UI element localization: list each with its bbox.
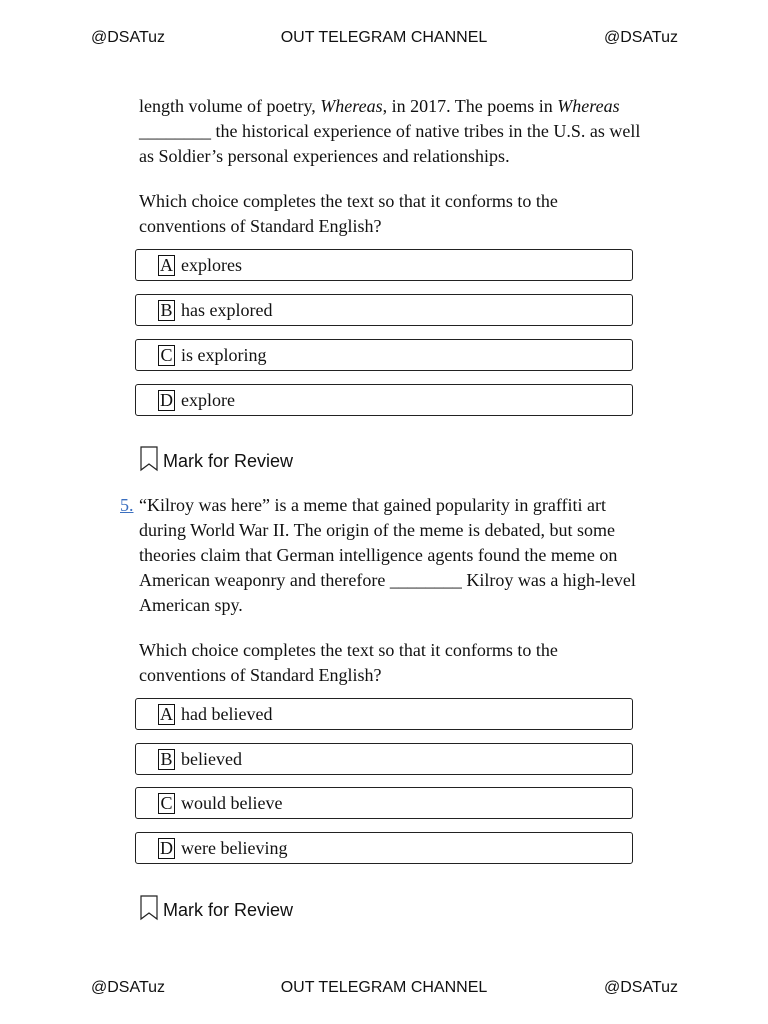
q5-option-c[interactable] xyxy=(135,787,633,819)
q5-option-d-text: were believing xyxy=(181,838,288,858)
q5-number-link[interactable]: 5. xyxy=(120,495,134,515)
q5-passage-line-5: American spy. xyxy=(139,595,243,615)
q4-option-d-letter: D xyxy=(160,390,173,410)
q4-prompt xyxy=(139,189,679,239)
q5-prompt xyxy=(139,638,679,688)
q5-option-d[interactable] xyxy=(135,832,633,864)
q5-option-a[interactable] xyxy=(135,698,633,730)
q5-option-b[interactable] xyxy=(135,743,633,775)
q4-option-c-text: is exploring xyxy=(181,345,267,365)
q4-option-b-text: has explored xyxy=(181,300,273,320)
q5-passage-line-2: during World War II. The origin of the meme is debated, but some xyxy=(139,520,615,540)
q5-prompt-line-2: conventions of Standard English? xyxy=(139,665,382,685)
q5-prompt-line-1: Which choice completes the text so that it conforms to the xyxy=(139,640,558,660)
header-left-handle: @DSATuz xyxy=(91,29,166,46)
q5-option-d-letter: D xyxy=(160,838,173,858)
q4-passage-line-3: as Soldier’s personal experiences and relationships. xyxy=(139,146,510,166)
q4-option-d-text: explore xyxy=(181,390,235,410)
q5-mark-for-review-label: Mark for Review xyxy=(163,900,294,920)
q5-passage-line-3: theories claim that German intelligence agents found the meme on xyxy=(139,545,618,565)
q4-option-a[interactable] xyxy=(135,249,633,281)
q5-passage xyxy=(139,493,679,618)
q5-option-c-text: would believe xyxy=(181,793,283,813)
bookmark-icon xyxy=(139,895,159,921)
q4-option-c-letter: C xyxy=(158,345,175,366)
q4-option-d[interactable] xyxy=(135,384,633,416)
q5-passage-line-4: American weaponry and therefore ________ Kilroy was a high-level xyxy=(139,570,636,590)
q5-option-b-text: believed xyxy=(181,749,242,769)
q4-option-b-letter: B xyxy=(158,300,175,321)
q4-mark-for-review-label: Mark for Review xyxy=(163,451,294,471)
q4-passage xyxy=(139,94,679,169)
q4-option-a-text: explores xyxy=(181,255,242,275)
bookmark-icon xyxy=(139,446,159,472)
q4-passage-line-1: length volume of poetry, Whereas, in 2017. The poems in Whereas xyxy=(139,96,620,116)
q5-option-a-text: had believed xyxy=(181,704,273,724)
q5-option-b-letter: B xyxy=(158,749,175,770)
q4-passage-line-2: ________ the historical experience of native tribes in the U.S. as well xyxy=(139,121,641,141)
q5-passage-line-1: “Kilroy was here” is a meme that gained popularity in graffiti art xyxy=(139,495,607,515)
q4-option-a-letter: A xyxy=(160,255,173,275)
header-channel-title: OUT TELEGRAM CHANNEL xyxy=(280,29,488,46)
q5-option-a-letter: A xyxy=(160,704,173,724)
q5-option-c-letter: C xyxy=(158,793,175,814)
q4-option-b[interactable] xyxy=(135,294,633,326)
footer-left-handle: @DSATuz xyxy=(91,979,166,996)
footer-right-handle: @DSATuz xyxy=(603,979,678,996)
q4-option-c[interactable] xyxy=(135,339,633,371)
q4-prompt-line-1: Which choice completes the text so that it conforms to the xyxy=(139,191,558,211)
q4-prompt-line-2: conventions of Standard English? xyxy=(139,216,382,236)
header-right-handle: @DSATuz xyxy=(603,29,678,46)
footer-channel-title: OUT TELEGRAM CHANNEL xyxy=(280,979,488,996)
